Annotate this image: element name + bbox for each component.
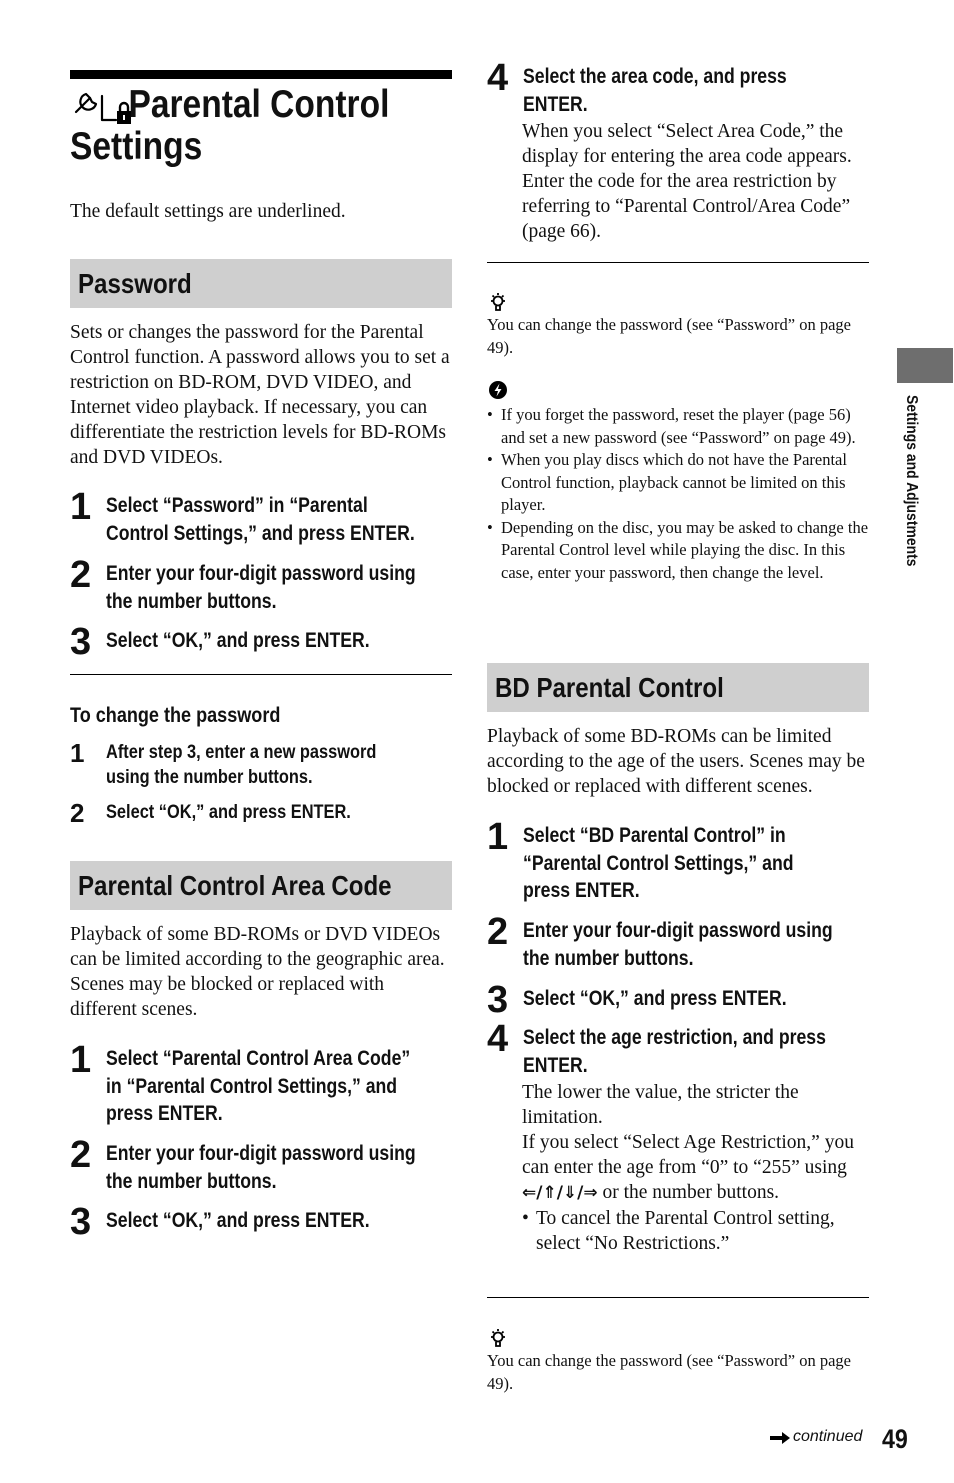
step-number: 2 (70, 554, 92, 596)
step-text: Enter your four-digit password using the number buttons. (106, 1142, 416, 1193)
notes-list (487, 404, 869, 584)
hint-text: You can change the password (see “Password” on page 49). (487, 1351, 851, 1393)
step-number: 2 (70, 1134, 92, 1176)
step-text: Select “Parental Control Area Code” in “Parental Control Settings,” and press ENTER. (106, 1047, 411, 1125)
step-text: Select “OK,” and press ENTER. (106, 801, 351, 823)
step-text: Select the area code, and press ENTER. (523, 65, 787, 116)
password-description: Sets or changes the password for the Parental Control function. A password allows you to set a restriction on BD-ROM, DVD VIDEO, and Internet video playback. If necessary, you can differentiate the restriction levels for BD-ROMs and DVD VIDEOs. (70, 322, 450, 468)
step-number: 4 (487, 57, 509, 99)
bd-detail-text: If you select “Select Age Restriction,” you can enter the age from “0” to “255” using (522, 1132, 854, 1178)
bd-step-4-detail (522, 1080, 869, 1256)
bd-detail-text: or the number buttons. (602, 1182, 780, 1203)
step-text: Enter your four-digit password using the number buttons. (523, 919, 833, 970)
title-rule (70, 70, 452, 79)
area-code-heading-band (70, 861, 452, 910)
area-code-description: Playback of some BD-ROMs or DVD VIDEOs can be limited according to the geographic area. Scenes may be blocked or replaced with different scenes. (70, 924, 445, 1020)
divider (487, 262, 869, 263)
note-icon (488, 380, 508, 400)
step-number: 1 (70, 1039, 92, 1081)
area-code-heading: Parental Control Area Code (78, 870, 392, 901)
step-text: After step 3, enter a new password using the number buttons. (106, 741, 377, 788)
password-heading-band (70, 259, 452, 308)
step-text: Enter your four-digit password using the number buttons. (106, 562, 416, 613)
bd-bullet-text: To cancel the Parental Control setting, select “No Restrictions.” (536, 1208, 835, 1254)
bd-detail-line (522, 1130, 869, 1206)
password-heading: Password (78, 268, 192, 299)
page-number: 49 (882, 1424, 908, 1454)
change-password-heading: To change the password (70, 704, 281, 727)
step-text: Select “OK,” and press ENTER. (106, 629, 370, 652)
step-text: Select “BD Parental Control” in “Parental Control Settings,” and press ENTER. (523, 824, 794, 902)
step-text: Select “Password” in “Parental Control Settings,” and press ENTER. (106, 494, 415, 545)
bd-detail-line: The lower the value, the stricter the limitation. (522, 1082, 799, 1128)
hint-bulb-icon (488, 1327, 508, 1349)
step-number: 1 (70, 486, 92, 528)
divider (70, 674, 452, 675)
hint-bulb-icon (488, 291, 508, 313)
step-text: Select “OK,” and press ENTER. (523, 987, 787, 1010)
continued-label: continued (793, 1428, 863, 1445)
note-item: • When you play discs which do not have the Parental Control function, playback cannot be limited on this player. (487, 449, 869, 517)
side-tab-label: Settings and Adjustments (903, 395, 920, 567)
continued-arrow-icon (769, 1431, 791, 1445)
divider (487, 1297, 869, 1298)
bd-heading-band (487, 663, 869, 712)
note-item: • If you forget the password, reset the player (page 56) and set a new password (see “Password” on page 49). (487, 404, 869, 449)
side-tab (897, 348, 953, 383)
step-text: Select “OK,” and press ENTER. (106, 1209, 370, 1232)
step-text: Select the age restriction, and press ENTER. (523, 1026, 826, 1077)
step-number: 1 (487, 816, 509, 858)
step-number: 3 (70, 1201, 92, 1243)
bd-bullet: • To cancel the Parental Control setting, select “No Restrictions.” (522, 1208, 835, 1254)
bd-heading: BD Parental Control (495, 672, 724, 703)
step-number: 4 (487, 1018, 509, 1060)
area-code-step-4-detail: When you select “Select Area Code,” the display for entering the area code appears. Enter the code for the area restriction by referring to “Parental Control/Area Code” (page 66). (522, 121, 852, 242)
arrow-keys-icon: ⇐/⇑/⇓/⇒ (522, 1183, 598, 1203)
step-number: 2 (487, 911, 509, 953)
step-number: 1 (70, 738, 85, 768)
intro-text: The default settings are underlined. (70, 201, 346, 222)
hint-text: You can change the password (see “Password” on page 49). (487, 315, 851, 357)
page-title: Parental Control Settings (70, 83, 390, 168)
note-item: • Depending on the disc, you may be asked to change the Parental Control level while playing the disc. In this case, enter your password, then change the level. (487, 517, 869, 585)
step-number: 3 (70, 621, 92, 663)
step-number: 2 (70, 798, 85, 828)
step-number: 3 (487, 979, 509, 1021)
bd-description: Playback of some BD-ROMs can be limited according to the age of the users. Scenes may be blocked or replaced with different scenes. (487, 726, 865, 797)
